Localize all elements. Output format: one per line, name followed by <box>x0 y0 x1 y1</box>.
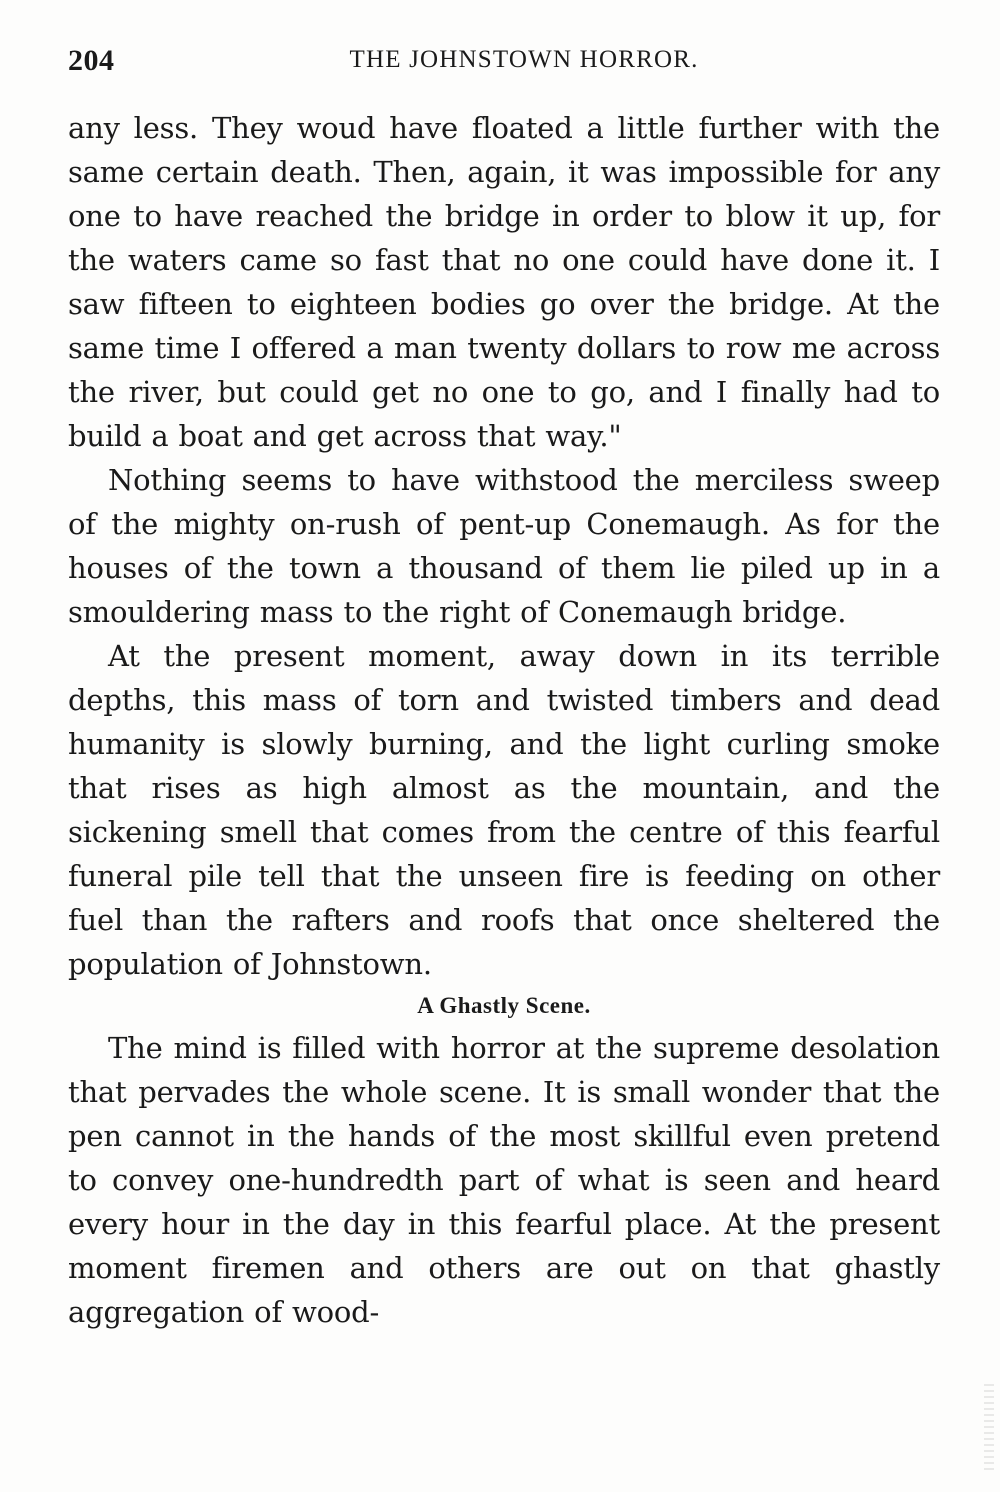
page-number: 204 <box>68 44 115 77</box>
paragraph-continued-quote: any less. They woud have floated a little further with the same certain death. Then, again, it was impossible for any one to have reached the bridge in order to blow it up, for the waters came so fast that no one could have done it. I saw fifteen to eighteen bodies go over the bridge. At the same time I offered a man twenty dollars to row me across the river, but could get no one to go, and I finally had to build a boat and get across that way." <box>68 111 940 453</box>
section-subheading: A Ghastly Scene. <box>417 993 591 1018</box>
paragraph-desolation: The mind is filled with horror at the supreme desolation that pervades the whole scene. It is small wonder that the pen cannot in the hands of the most skillful even pretend to convey one-hundredth part of what is seen and heard every hour in the day in this fearful place. At the present moment firemen and others are out on that ghastly aggregation of wood- <box>68 1031 940 1329</box>
body-text <box>68 106 940 1334</box>
page-header <box>68 38 940 82</box>
scan-edge-noise <box>984 1380 994 1470</box>
paragraph-burning-mass: At the present moment, away down in its terrible depths, this mass of torn and twisted timbers and dead humanity is slowly burning, and the light curling smoke that rises as high almost as the mountain, and the sickening smell that comes from the centre of this fearful funeral pile tell that the unseen fire is feeding on other fuel than the rafters and roofs that once sheltered the population of Johnstown. <box>68 639 940 981</box>
running-title: THE JOHNSTOWN HORROR. <box>349 46 699 73</box>
paragraph-conemaugh-sweep: Nothing seems to have withstood the merciless sweep of the mighty on-rush of pent-up Conemaugh. As for the houses of the town a thousand of them lie piled up in a smouldering mass to the right of Conemaugh bridge. <box>68 463 940 629</box>
